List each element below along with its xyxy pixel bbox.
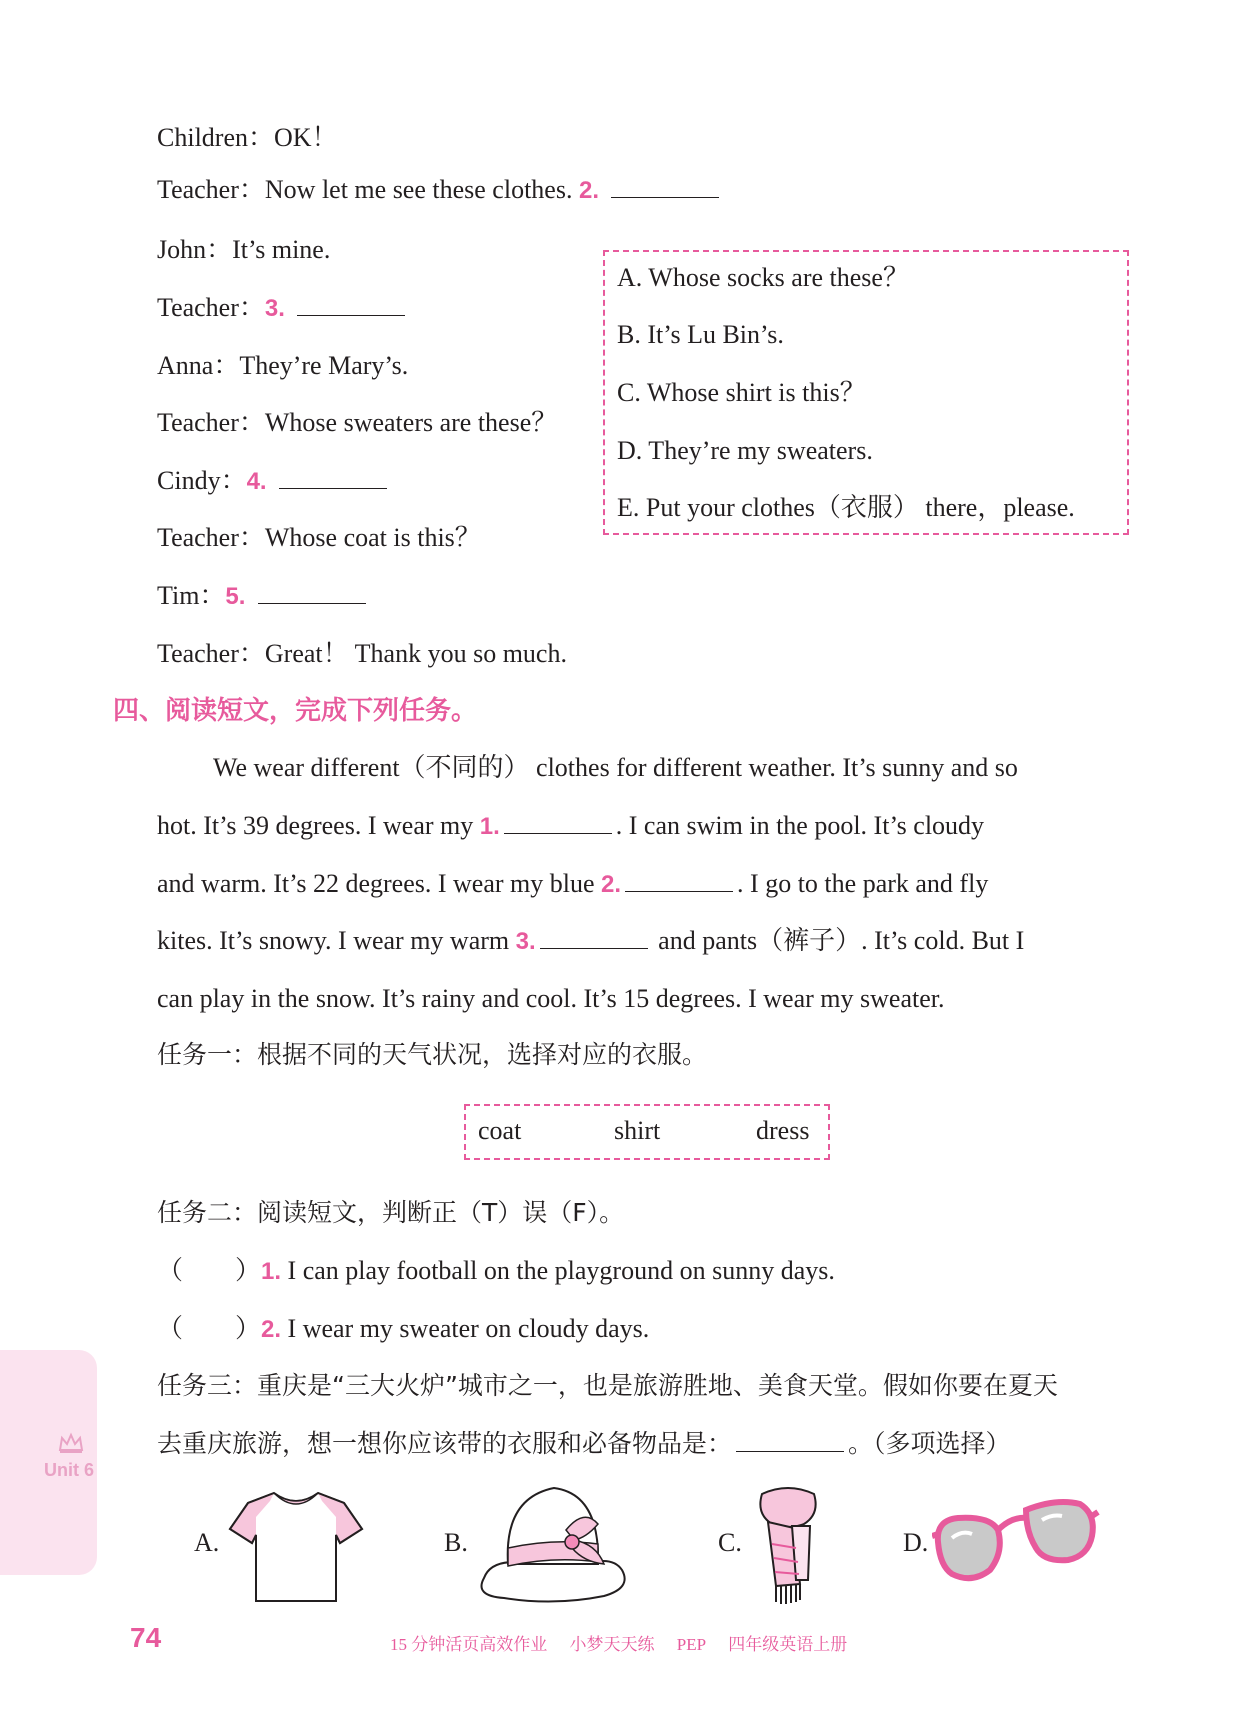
footer-item: 15 分钟活页高效作业 — [390, 1635, 548, 1654]
dialogue-text: Teacher： — [157, 293, 265, 322]
sunglasses-icon[interactable] — [932, 1490, 1100, 1586]
question-number: 2. — [601, 871, 622, 898]
word-option: coat — [478, 1116, 522, 1145]
passage-text: and warm. It’s 22 degrees. I wear my blue — [157, 869, 595, 898]
passage-line-5: can play in the snow. It’s rainy and cool. It’s 15 degrees. I wear my sweater. — [157, 984, 945, 1013]
word-option: shirt — [614, 1116, 661, 1145]
footer-item: 小梦天天练 — [569, 1635, 655, 1654]
options-box — [603, 250, 1129, 535]
answer-blank[interactable] — [504, 811, 612, 834]
tf-statement: I wear my sweater on cloudy days. — [287, 1314, 650, 1343]
answer-blank[interactable] — [625, 869, 733, 892]
dialogue-line-1: Children：OK！ — [157, 123, 338, 152]
passage-text: . I can swim in the pool. It’s cloudy — [615, 811, 985, 840]
task-text: 去重庆旅游，想一想你应该带的衣服和必备物品是： — [157, 1429, 733, 1458]
dialogue-line-6: Teacher：Whose sweaters are these？ — [157, 408, 558, 437]
footer-item: 四年级英语上册 — [728, 1635, 848, 1654]
question-number: 4. — [246, 468, 267, 495]
question-number: 2. — [578, 177, 599, 204]
word-option: dress — [756, 1116, 810, 1145]
sun-hat-icon[interactable] — [474, 1478, 634, 1608]
passage-text: and pants（裤子）. It’s cold. But I — [658, 926, 1025, 955]
answer-paren[interactable]: （ ） — [157, 1256, 262, 1285]
passage-text: kites. It’s snowy. I wear my warm — [157, 926, 510, 955]
page-number: 74 — [130, 1622, 162, 1653]
unit-label: Unit 6 — [44, 1460, 95, 1480]
footer — [390, 1630, 865, 1655]
answer-paren[interactable]: （ ） — [157, 1314, 262, 1343]
answer-blank[interactable] — [540, 926, 648, 949]
dialogue-line-10: Teacher：Great！ Thank you so much. — [157, 639, 567, 668]
dialogue-line-2 — [157, 174, 719, 207]
dialogue-text: Teacher：Now let me see these clothes. — [157, 175, 573, 204]
passage-line-4 — [157, 925, 1137, 958]
dialogue-line-9 — [157, 580, 366, 613]
dialogue-line-4 — [157, 292, 405, 325]
dialogue-line-3: John：It’s mine. — [157, 235, 331, 264]
passage-line-3 — [157, 868, 1137, 901]
tf-item-2 — [157, 1313, 1137, 1346]
footer-item: PEP — [676, 1635, 707, 1654]
dialogue-text: Cindy： — [157, 466, 247, 495]
task-2-instruction: 任务二：阅读短文，判断正（T）误（F）。 — [157, 1198, 625, 1227]
option-a: A. Whose socks are these？ — [617, 263, 909, 292]
dialogue-line-7 — [157, 465, 387, 498]
option-e: E. Put your clothes（衣服） there，please. — [617, 493, 1075, 522]
picture-label-c: C. — [718, 1528, 742, 1557]
unit-side-tab — [0, 1350, 97, 1575]
option-d: D. They’re my sweaters. — [617, 436, 873, 465]
answer-blank[interactable] — [258, 581, 366, 604]
task-1-instruction: 任务一：根据不同的天气状况，选择对应的衣服。 — [157, 1040, 708, 1069]
scarf-icon[interactable] — [748, 1484, 828, 1608]
answer-blank[interactable] — [736, 1429, 844, 1452]
passage-text: . I go to the park and fly — [737, 869, 989, 898]
tf-item-1 — [157, 1255, 1137, 1288]
dialogue-line-5: Anna：They’re Mary’s. — [157, 351, 409, 380]
question-number: 3. — [264, 295, 285, 322]
picture-label-b: B. — [444, 1528, 468, 1557]
tf-statement: I can play football on the playground on sunny days. — [287, 1256, 835, 1285]
dialogue-line-8: Teacher：Whose coat is this？ — [157, 523, 481, 552]
question-number: 2. — [261, 1316, 282, 1343]
crown-icon — [58, 1432, 84, 1459]
answer-blank[interactable] — [279, 466, 387, 489]
passage-text: hot. It’s 39 degrees. I wear my — [157, 811, 474, 840]
dialogue-text: Tim： — [157, 581, 226, 610]
word-bank — [464, 1104, 830, 1160]
t-shirt-icon[interactable] — [226, 1487, 366, 1605]
question-number: 5. — [225, 583, 246, 610]
picture-label-a: A. — [194, 1528, 220, 1557]
option-c: C. Whose shirt is this？ — [617, 378, 866, 407]
task-text: 。（多项选择） — [848, 1429, 1011, 1458]
answer-blank[interactable] — [297, 293, 405, 316]
picture-label-d: D. — [903, 1528, 929, 1557]
question-number: 1. — [479, 813, 500, 840]
passage-line-1: We wear different（不同的） clothes for different weather. It’s sunny and so — [213, 753, 1018, 782]
section-title: 四、阅读短文，完成下列任务。 — [113, 696, 478, 726]
option-b: B. It’s Lu Bin’s. — [617, 320, 784, 349]
question-number: 1. — [261, 1258, 282, 1285]
task-3-line-1: 任务三：重庆是“三大火炉”城市之一，也是旅游胜地、美食天堂。假如你要在夏天 — [157, 1371, 1058, 1400]
passage-line-2 — [157, 810, 1137, 843]
task-3-line-2 — [157, 1428, 1137, 1460]
answer-blank[interactable] — [611, 175, 719, 198]
question-number: 3. — [515, 928, 536, 955]
